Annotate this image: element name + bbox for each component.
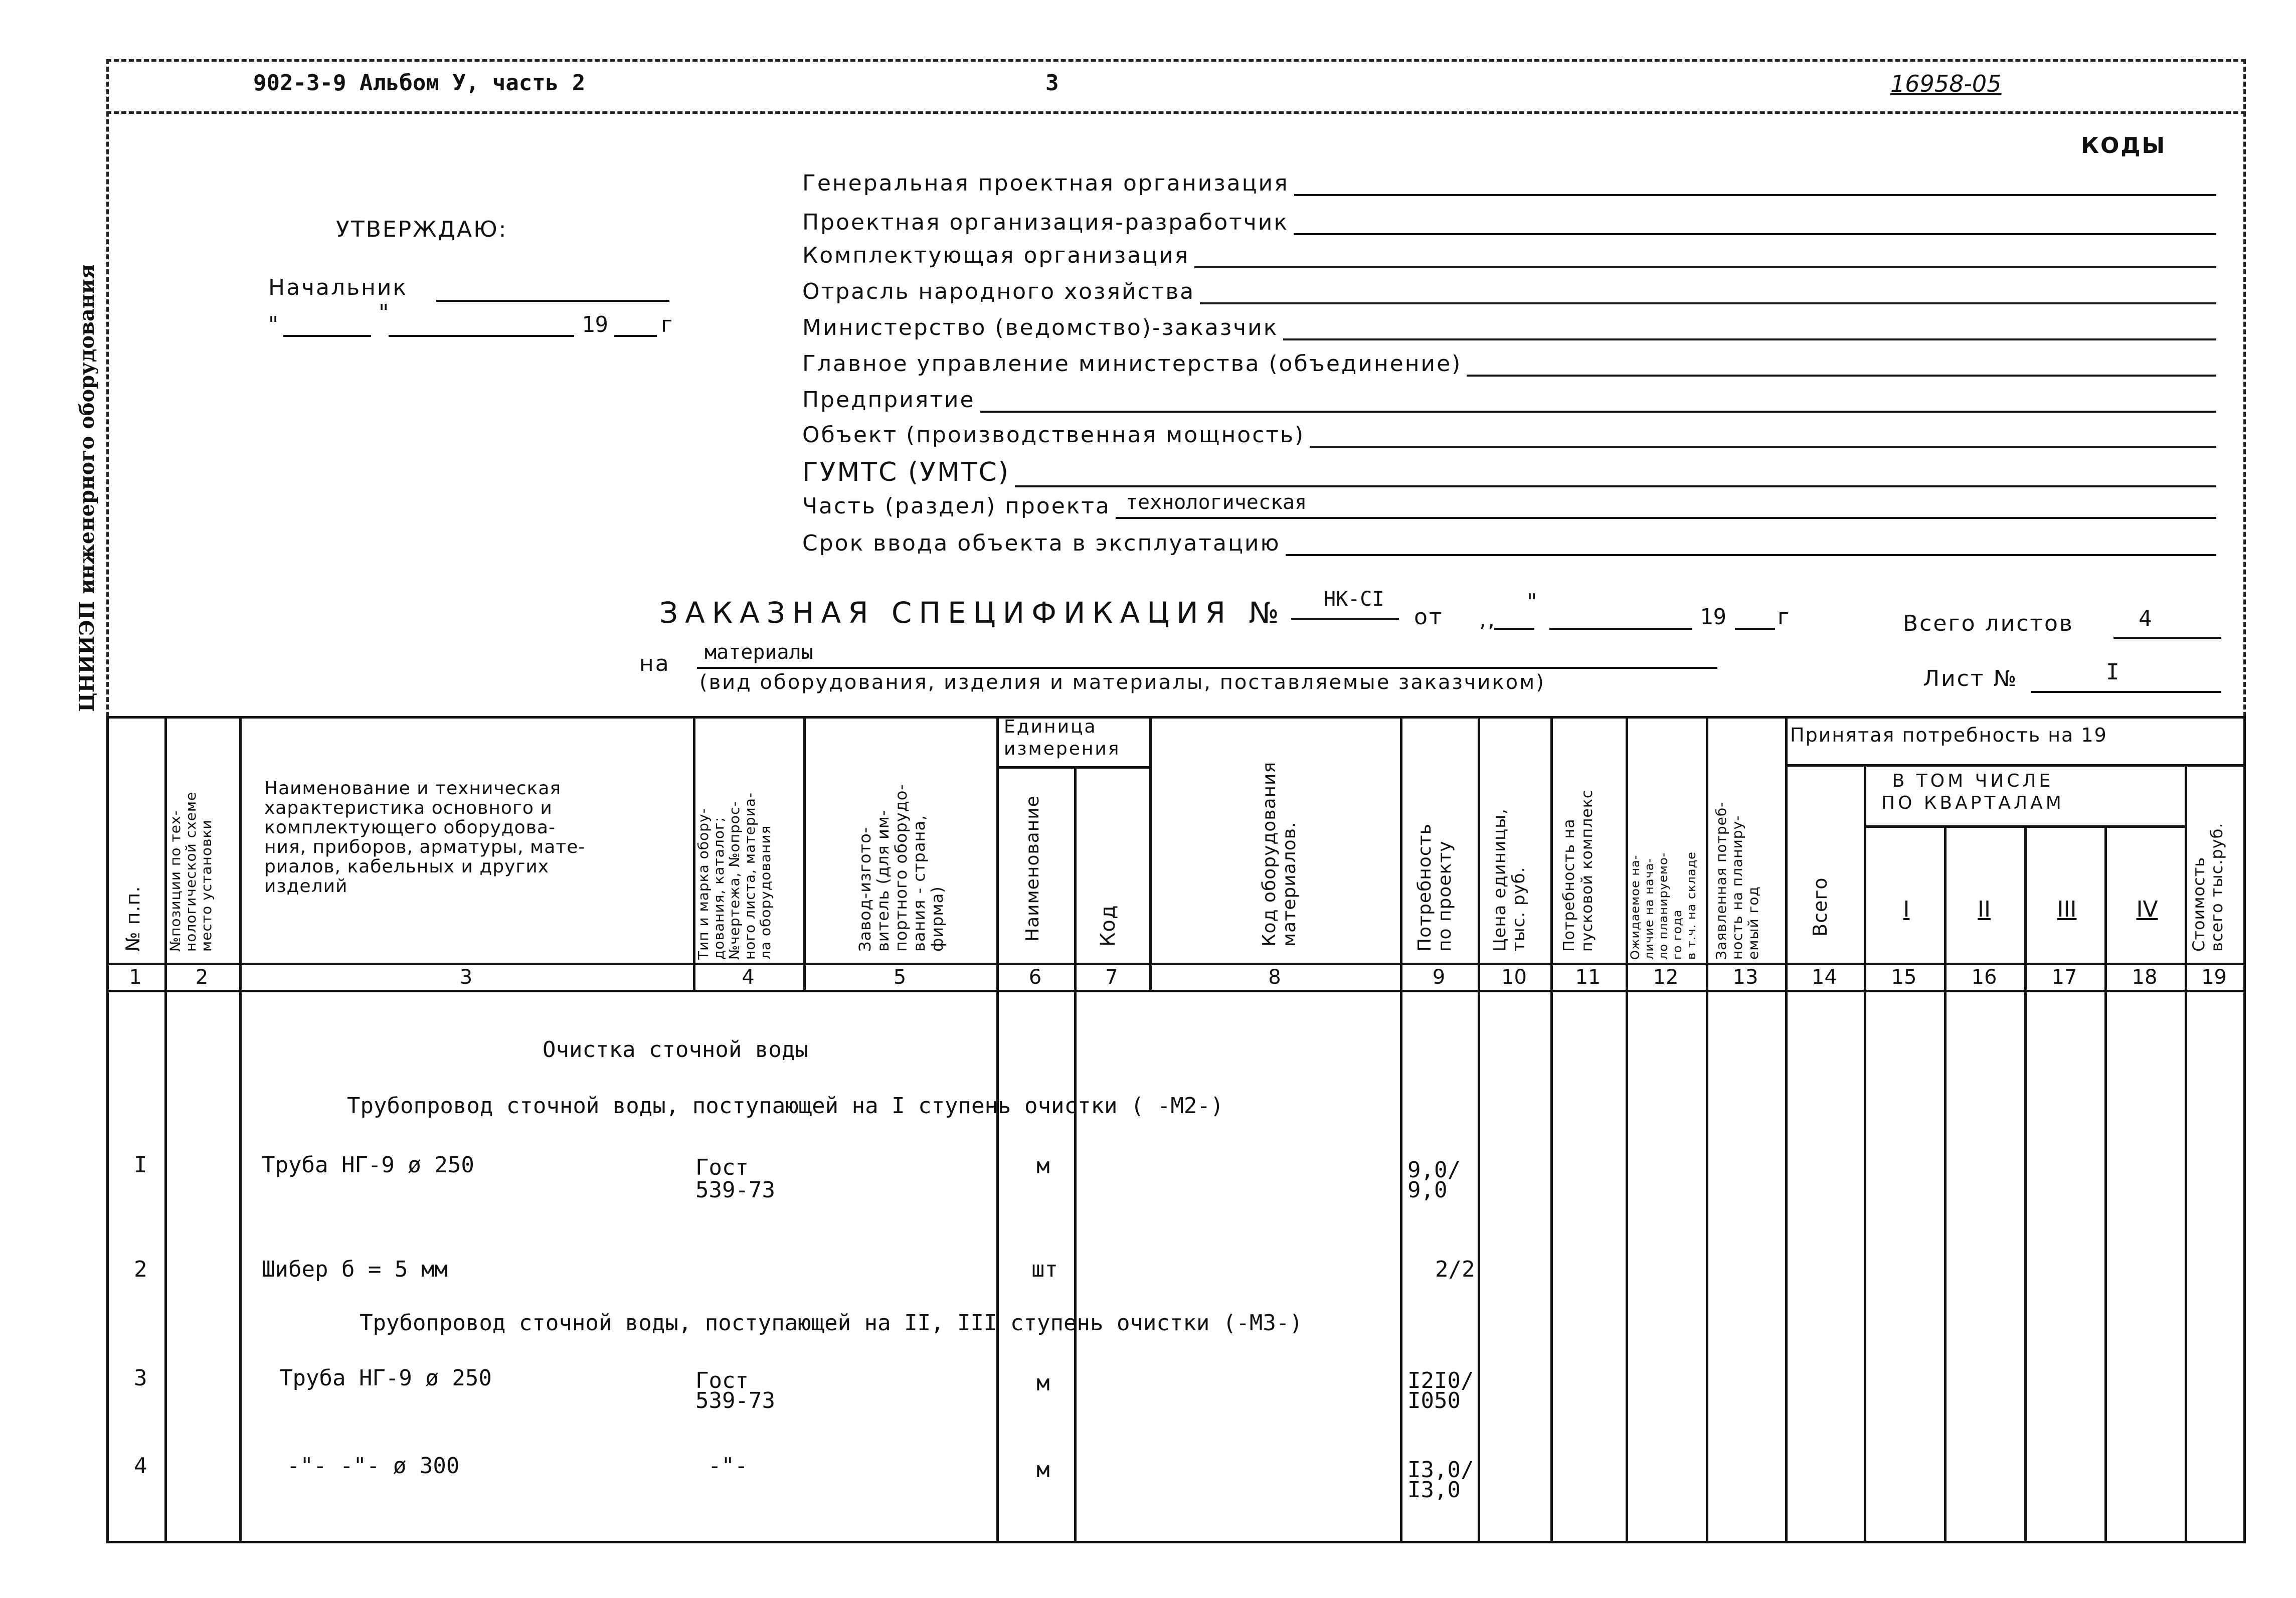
field-object: Объект (производственная мощность)	[802, 422, 2216, 448]
spec-from: от	[1414, 604, 1444, 630]
hdr-col14: Всего	[1809, 877, 1831, 937]
table-bottom-border	[106, 1541, 2246, 1543]
col-line-17	[2104, 825, 2107, 1542]
col-line-19	[2243, 716, 2246, 1542]
row4-unit: м	[1036, 1457, 1050, 1483]
hdr-unit: Единица измерения	[1004, 717, 1121, 759]
row1-unit: м	[1036, 1153, 1050, 1179]
row1-name: Труба НГ-9 ø 250	[262, 1152, 474, 1178]
col-line-9	[1478, 716, 1480, 1542]
spec-table	[106, 716, 2246, 1542]
spec-quote-close: "	[1527, 589, 1539, 615]
hdr-col4: Тип и марка обору- дования, каталог; №чертежа, №опрос- ного листа, материа- ла оборудования	[695, 792, 774, 960]
row1-type-b: 539-73	[695, 1177, 775, 1203]
row4-need-a: I3,0/	[1407, 1457, 1474, 1483]
col-line-13	[1785, 716, 1788, 1542]
chief-label: Начальник	[268, 275, 408, 300]
hdr-col19: Стоимость всего тыс.руб.	[2189, 822, 2226, 952]
row3-unit: м	[1036, 1370, 1050, 1396]
colnum-4: 4	[742, 966, 755, 989]
spec-title: ЗАКАЗНАЯ СПЕЦИФИКАЦИЯ №	[659, 596, 1286, 630]
on-label: на	[639, 651, 670, 676]
col-line-8	[1400, 716, 1402, 1542]
approve-title: УТВЕРЖДАЮ:	[336, 217, 508, 242]
field-industry: Отрасль народного хозяйства	[802, 279, 2216, 304]
colnum-19: 19	[2201, 966, 2227, 989]
row2-need-a: 2/2	[1435, 1257, 1475, 1282]
colnum-6: 6	[1028, 966, 1042, 989]
colnum-11: 11	[1575, 966, 1601, 989]
sheets-line	[2113, 637, 2221, 639]
field-general-org: Генеральная проектная организация	[802, 170, 2216, 196]
row4-number: 4	[134, 1453, 147, 1479]
field-enterprise: Предприятие	[802, 387, 2216, 413]
hdr-col17: III	[2057, 897, 2077, 922]
row1-need-a: 9,0/	[1407, 1157, 1461, 1183]
colnum-9: 9	[1432, 966, 1446, 989]
sheet-number: I	[2106, 659, 2120, 685]
hdr-col3: Наименование и техническая характеристика основного и комплектующего оборудова- ния, приборов, арматуры, мате- риалов, кабельных и других изделий	[264, 778, 586, 897]
sheets-count: 4	[2139, 606, 2152, 631]
colnum-12: 12	[1653, 966, 1679, 989]
spec-quote-open: ,,	[1479, 607, 1496, 632]
header-divider	[106, 111, 2246, 114]
table-top-border	[106, 716, 2246, 719]
document-code: 16958-05	[1890, 70, 2002, 97]
col-line-7	[1149, 716, 1152, 990]
hdr-col7: Код	[1097, 905, 1120, 947]
col-line-6	[1074, 766, 1077, 1542]
accepted-subheader-line	[1785, 764, 2246, 767]
col-line-10	[1550, 716, 1553, 1542]
field-gumts: ГУМТС (УМТС)	[802, 457, 2216, 487]
row3-type-b: 539-73	[695, 1388, 775, 1413]
field-developer-org: Проектная организация-разработчик	[802, 210, 2216, 235]
sheet-label: Лист №	[1923, 666, 2018, 691]
row3-name: Труба НГ-9 ø 250	[279, 1365, 492, 1391]
hdr-col1: № п.п.	[122, 885, 144, 952]
on-line	[697, 667, 1717, 669]
field-project-part: Часть (раздел) проекта технологическая	[802, 493, 2216, 519]
col-line-18	[2185, 764, 2187, 1542]
hdr-col16: II	[1978, 897, 1991, 922]
col-line-2	[239, 716, 242, 1542]
spec-year-g: г	[1778, 604, 1791, 630]
field-commissioning: Срок ввода объекта в эксплуатацию	[802, 530, 2216, 556]
col-line-4	[803, 716, 806, 990]
spec-year-line	[1735, 628, 1775, 630]
hdr-col11: Потребность на пусковой комплекс	[1560, 789, 1596, 952]
row3-need-b: I050	[1407, 1388, 1461, 1413]
numbers-bottom-line	[106, 990, 2246, 992]
colnum-8: 8	[1268, 966, 1281, 989]
colnum-1: 1	[129, 966, 142, 989]
col-line-12	[1706, 716, 1708, 1542]
colnum-3: 3	[459, 966, 473, 989]
row4-name: -"- -"- ø 300	[287, 1453, 460, 1479]
hdr-col8: Код оборудования материалов.	[1259, 761, 1300, 947]
date-quote-close: "	[379, 300, 391, 325]
colnum-2: 2	[195, 966, 209, 989]
year-suffix: г	[661, 312, 674, 337]
date-quote-open: "	[268, 312, 280, 337]
chief-line	[436, 300, 669, 302]
group-title-1: Трубопровод сточной воды, поступающей на I ступень очистки ( -М2-)	[347, 1093, 1224, 1119]
row2-name: Шибер б = 5 мм	[262, 1257, 448, 1282]
hdr-accepted: Принятая потребность на 19	[1790, 724, 2107, 746]
spec-day-line	[1494, 628, 1534, 630]
hdr-col15: I	[1903, 897, 1910, 922]
month-line	[389, 335, 574, 337]
hdr-col18: IV	[2136, 897, 2158, 922]
series-label: 902-3-9 Альбом У, часть 2	[253, 70, 586, 96]
row1-need-b: 9,0	[1407, 1177, 1448, 1203]
row3-need-a: I2I0/	[1407, 1368, 1474, 1393]
colnum-7: 7	[1105, 966, 1118, 989]
year-line	[614, 335, 657, 337]
sheets-label: Всего листов	[1903, 611, 2074, 636]
colnum-18: 18	[2132, 966, 2158, 989]
hdr-col12: Ожидаемое на- личие на нача- ло планируемо- го года в т.ч. на складе	[1628, 851, 1698, 960]
row3-type-a: Гост	[695, 1368, 749, 1393]
on-hint: (вид оборудования, изделия и материалы, поставляемые заказчиком)	[699, 671, 1545, 694]
hdr-col10: Цена единицы, тыс. руб.	[1490, 808, 1529, 952]
unit-subheader-line	[996, 766, 1149, 769]
hdr-quarters: В ТОМ ЧИСЛЕ ПО КВАРТАЛАМ	[1881, 771, 2064, 813]
field-ministry: Министерство (ведомство)-заказчик	[802, 315, 2216, 340]
row2-number: 2	[134, 1257, 147, 1282]
colnum-5: 5	[893, 966, 907, 989]
spec-year: 19	[1700, 604, 1726, 630]
group-title-2: Трубопровод сточной воды, поступающей на II, III ступень очистки (-М3-)	[360, 1310, 1303, 1336]
col-line-11	[1626, 716, 1628, 1542]
spec-number: НК-CI	[1324, 588, 1384, 611]
on-value: материалы	[704, 641, 813, 664]
colnum-13: 13	[1732, 966, 1758, 989]
colnum-10: 10	[1501, 966, 1527, 989]
colnum-14: 14	[1812, 966, 1837, 989]
colnum-17: 17	[2051, 966, 2077, 989]
field-completing-org: Комплектующая организация	[802, 243, 2216, 268]
hdr-col5: Завод-изгото- витель (для им- портного оборудо- вания - страна, фирма)	[855, 784, 947, 952]
header-bottom-line	[106, 963, 2246, 965]
page-number: 3	[1045, 70, 1059, 96]
year-prefix: 19	[582, 312, 608, 337]
row4-type-a: -"-	[708, 1453, 748, 1479]
row2-unit: шт	[1031, 1257, 1058, 1282]
day-line	[283, 335, 371, 337]
hdr-col6: Наименование	[1022, 795, 1043, 942]
hdr-col9: Потребность по проекту	[1415, 823, 1455, 952]
colnum-16: 16	[1971, 966, 1997, 989]
field-main-department: Главное управление министерства (объединение)	[802, 351, 2216, 377]
col-line-14	[1864, 764, 1866, 1542]
col-line-15	[1944, 825, 1947, 1542]
col-line-0	[106, 716, 109, 1542]
spec-month-line	[1549, 628, 1692, 630]
row3-number: 3	[134, 1365, 147, 1391]
colnum-15: 15	[1891, 966, 1917, 989]
row4-need-b: I3,0	[1407, 1477, 1461, 1503]
sheet-line	[2031, 691, 2221, 693]
organization-stamp: ЦНИИЭП инженерного оборудования	[75, 264, 99, 712]
col-line-16	[2024, 825, 2027, 1542]
hdr-col13: Заявленная потреб- ность на планиру- емый год	[1713, 801, 1761, 960]
spec-number-line	[1291, 618, 1399, 620]
hdr-col2: №позиции по тех- нологической схеме место установки	[167, 791, 215, 952]
col-line-5	[996, 716, 999, 1542]
row1-number: I	[134, 1152, 147, 1178]
codes-label: КОДЫ	[2081, 133, 2167, 158]
row1-type-a: Гост	[695, 1155, 749, 1180]
section-title: Очистка сточной воды	[543, 1037, 808, 1062]
